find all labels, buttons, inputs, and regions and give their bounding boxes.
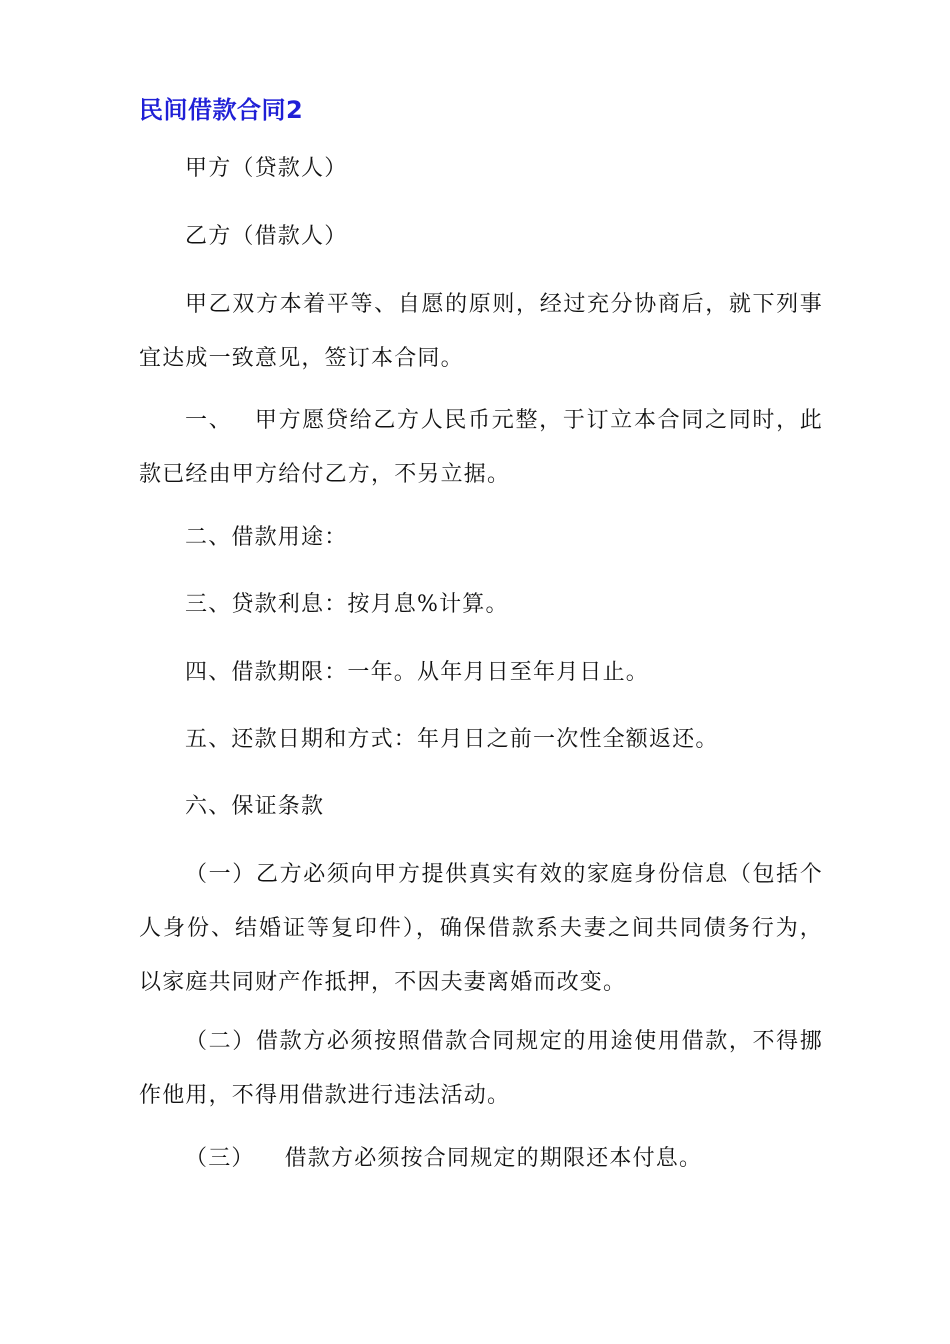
guarantee-sub-3-number: （三）: [185, 1146, 255, 1171]
guarantee-sub-3: [139, 1132, 823, 1186]
guarantee-sub-1: （一）乙方必须向甲方提供真实有效的家庭身份信息（包括个人身份、结婚证等复印件），确保借款系夫妻之间共同债务行为，以家庭共同财产作抵押，不因夫妻离婚而改变。: [139, 862, 823, 995]
clause-4: 四、借款期限：一年。从年月日至年月日止。: [185, 660, 650, 685]
document-title: 民间借款合同2: [139, 96, 304, 124]
clause-6-heading: 六、保证条款: [185, 794, 325, 819]
clause-5: 五、还款日期和方式：年月日之前一次性全额返还。: [185, 727, 719, 752]
intro-paragraph: 甲乙双方本着平等、自愿的原则，经过充分协商后，就下列事宜达成一致意见，签订本合同。: [139, 292, 823, 371]
guarantee-sub-2: （二）借款方必须按照借款合同规定的用途使用借款，不得挪作他用，不得用借款进行违法活动。: [139, 1029, 823, 1108]
clause-3: 三、贷款利息：按月息%计算。: [185, 592, 509, 617]
clause-1-number: 一、: [185, 408, 233, 433]
guarantee-sub-3-text: 借款方必须按合同规定的期限还本付息。: [284, 1146, 703, 1171]
clause-2: 二、借款用途：: [185, 525, 348, 550]
clause-1: [139, 394, 823, 502]
party-b-line: 乙方（借款人）: [185, 224, 348, 249]
party-a-line: 甲方（贷款人）: [185, 156, 348, 181]
clause-1-text: 甲方愿贷给乙方人民币元整，于订立本合同之同时，此款已经由甲方给付乙方，不另立据。: [139, 408, 823, 487]
